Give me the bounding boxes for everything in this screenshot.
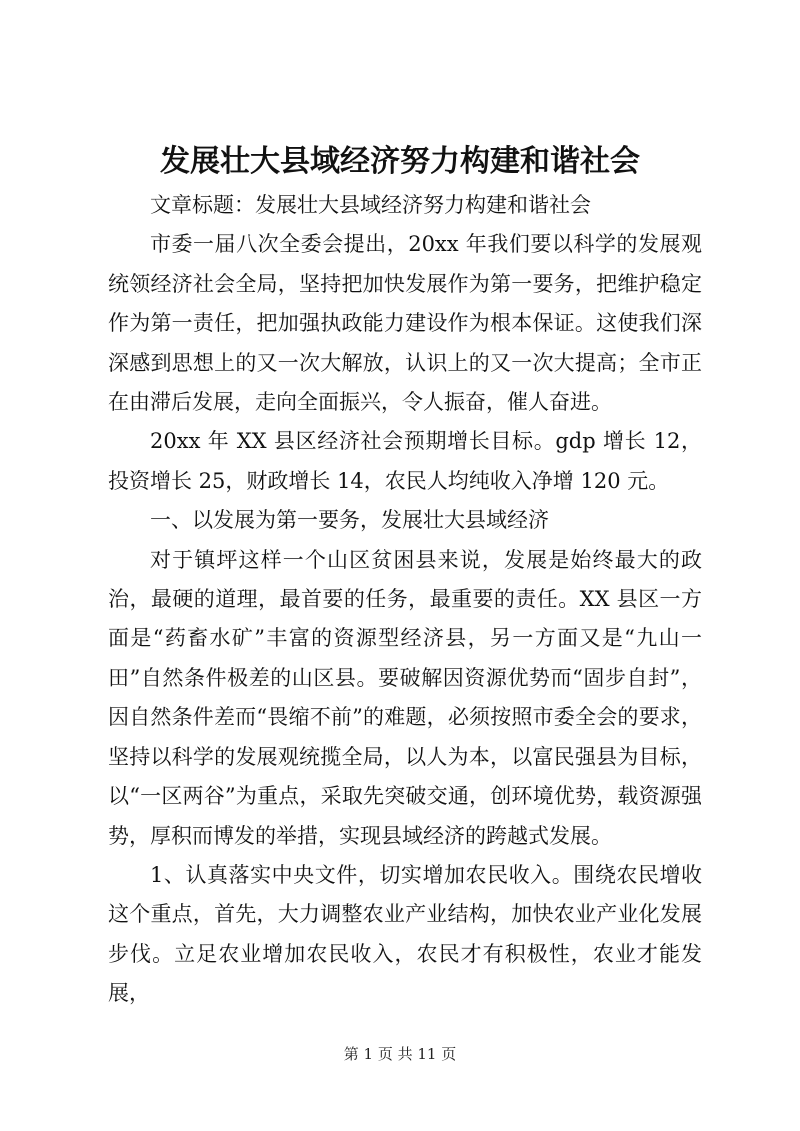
document-body xyxy=(108,186,702,1014)
document-title: 发展壮大县域经济努力构建和谐社会 xyxy=(160,144,640,179)
paragraph-development: 对于镇坪这样一个山区贫困县来说，发展是始终最大的政治，最硬的道理，最首要的任务，最重要的责任。XX 县区一方面是“药畜水矿”丰富的资源型经济县，另一方面又是“九山一田”自然条件极差的山区县。要破解因资源优势而“固步自封”，因自然条件差而“畏缩不前”的难题，必须按照市委全会的要求，坚持以科学的发展观统揽全局，以人为本，以富民强县为目标，以“一区两谷”为重点，采取先突破交通，创环境优势，载资源强势，厚积而博发的举措，实现县域经济的跨越式发展。 xyxy=(108,547,702,848)
page-number-footer: 第 1 页 共 11 页 xyxy=(343,1045,457,1063)
article-heading-line: 文章标题：发展壮大县域经济努力构建和谐社会 xyxy=(150,193,591,217)
section-heading-1: 一、以发展为第一要务，发展壮大县域经济 xyxy=(150,508,549,533)
paragraph-intro: 市委一届八次全委会提出，20xx 年我们要以科学的发展观统领经济社会全局，坚持把加快发展作为第一要务，把维护稳定作为第一责任，把加强执政能力建设作为根本保证。这使我们深深感到思想上的又一次大解放，认识上的又一次大提高；全市正在由滞后发展，走向全面振兴，令人振奋，催人奋进。 xyxy=(108,232,702,415)
paragraph-targets: 20xx 年 XX 县区经济社会预期增长目标。gdp 增长 12，投资增长 25，财政增长 14，农民人均纯收入净增 120 元。 xyxy=(108,429,702,493)
paragraph-farmer-income: 1、认真落实中央文件，切实增加农民收入。围绕农民增收这个重点，首先，大力调整农业产业结构，加快农业产业化发展步伐。立足农业增加农民收入，农民才有积极性，农业才能发展， xyxy=(108,862,702,1006)
